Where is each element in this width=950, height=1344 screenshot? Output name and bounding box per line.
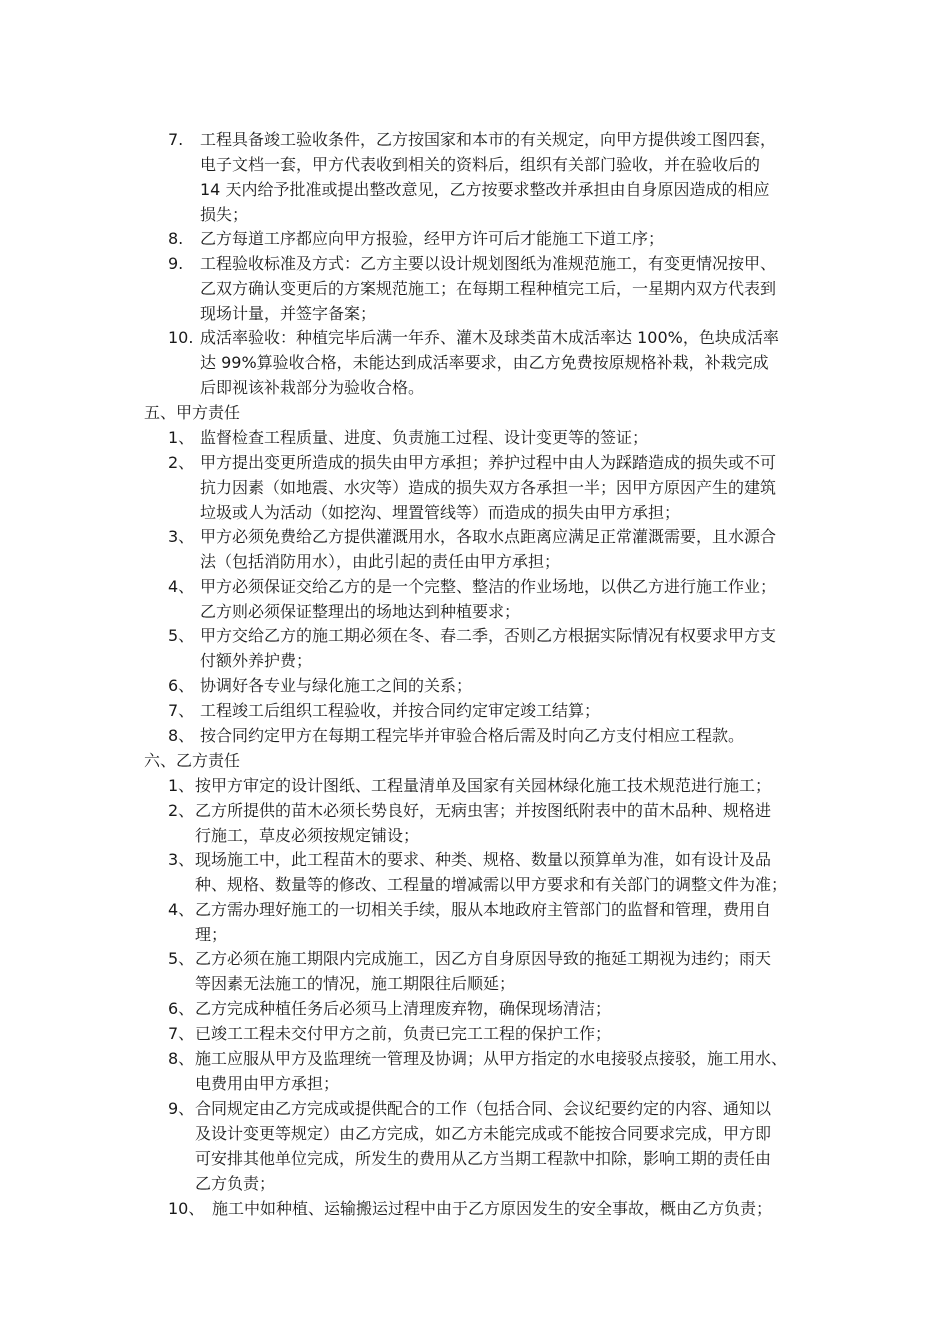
- item-number: 3、: [168, 527, 195, 546]
- item-number: 2、: [168, 453, 195, 472]
- list-item: [168, 574, 776, 624]
- item-text-line: 已竣工工程未交付甲方之前，负责已完工工程的保护工作；: [195, 1024, 612, 1043]
- item-number: 7、: [168, 1024, 195, 1043]
- list-item: [168, 847, 787, 897]
- item-text-line: 及设计变更等规定）由乙方完成，如乙方未能完成或不能按合同要求完成，甲方即: [195, 1124, 772, 1143]
- item-text-line: 成活率验收：种植完毕后满一年乔、灌木及球类苗木成活率达 100%，色块成活率: [200, 328, 779, 347]
- item-text-line: 甲方提出变更所造成的损失由甲方承担；养护过程中由人为踩踏造成的损失或不可: [200, 453, 777, 472]
- item-text-line: 电费用由甲方承担；: [195, 1074, 340, 1093]
- item-text-line: 甲方必须免费给乙方提供灌溉用水，各取水点距离应满足正常灌溉需要，且水源合: [200, 527, 777, 546]
- item-number: 6、: [168, 999, 195, 1018]
- item-text-line: 乙方每道工序都应向甲方报验，经甲方许可后才能施工下道工序；: [200, 229, 665, 248]
- item-text-line: 乙方所提供的苗木必须长势良好，无病虫害；并按图纸附表中的苗木品种、规格进: [195, 801, 772, 820]
- item-number: 7、: [168, 701, 195, 720]
- item-text-line: 达 99%算验收合格，未能达到成活率要求，由乙方免费按原规格补栽，补栽完成: [200, 353, 769, 372]
- item-number: 10.: [168, 328, 194, 347]
- item-text-line: 等因素无法施工的情况，施工期限往后顺延；: [195, 974, 516, 993]
- list-item: [168, 698, 600, 723]
- list-item: [168, 996, 611, 1021]
- item-number: 9.: [168, 254, 184, 273]
- item-text-line: 施工中如种植、运输搬运过程中由于乙方原因发生的安全事故，概由乙方负责；: [212, 1199, 773, 1218]
- item-number: 4、: [168, 577, 195, 596]
- item-text-line: 施工应服从甲方及监理统一管理及协调；从甲方指定的水电接驳点接驳，施工用水、: [195, 1049, 788, 1068]
- list-item: [168, 226, 664, 251]
- list-item: [168, 798, 771, 848]
- item-number: 1、: [168, 428, 195, 447]
- item-number: 4、: [168, 900, 195, 919]
- item-text-line: 乙方必须在施工期限内完成施工，因乙方自身原因导致的拖延工期视为违约；雨天: [195, 949, 772, 968]
- item-number: 1、: [168, 776, 195, 795]
- item-number: 6、: [168, 676, 195, 695]
- list-item: [168, 1196, 772, 1221]
- item-text-line: 电子文档一套，甲方代表收到相关的资料后，组织有关部门验收，并在验收后的: [200, 155, 761, 174]
- item-number: 3、: [168, 850, 195, 869]
- item-text-line: 现场施工中，此工程苗木的要求、种类、规格、数量以预算单为准，如有设计及品: [195, 850, 772, 869]
- item-text-line: 工程验收标准及方式：乙方主要以设计规划图纸为准规范施工，有变更情况按甲、: [200, 254, 777, 273]
- item-text-line: 现场计量，并签字备案；: [200, 304, 377, 323]
- item-number: 10、: [168, 1199, 205, 1218]
- list-item: [168, 127, 776, 227]
- item-text-line: 乙双方确认变更后的方案规范施工；在每期工程种植完工后，一星期内双方代表到: [200, 279, 777, 298]
- item-text-line: 后即视该补栽部分为验收合格。: [200, 378, 425, 397]
- item-text-line: 付额外养护费；: [200, 651, 313, 670]
- item-text-line: 乙方则必须保证整理出的场地达到种植要求；: [200, 602, 521, 621]
- item-number: 8、: [168, 726, 195, 745]
- item-text-line: 种、规格、数量等的修改、工程量的增减需以甲方要求和有关部门的调整文件为准；: [195, 875, 788, 894]
- item-text-line: 乙方负责；: [195, 1174, 276, 1193]
- item-number: 7.: [168, 130, 184, 149]
- list-item: [168, 623, 776, 673]
- item-text-line: 按合同约定甲方在每期工程完毕并审验合格后需及时向乙方支付相应工程款。: [200, 726, 745, 745]
- section-heading: 六、乙方责任: [144, 751, 241, 770]
- item-number: 8、: [168, 1049, 195, 1068]
- list-item: [168, 946, 771, 996]
- item-text-line: 甲方交给乙方的施工期必须在冬、春二季，否则乙方根据实际情况有权要求甲方支: [200, 626, 777, 645]
- item-text-line: 14 天内给予批准或提出整改意见，乙方按要求整改并承担由自身原因造成的相应: [200, 180, 770, 199]
- list-item: [168, 1096, 771, 1196]
- item-text-line: 理；: [195, 925, 228, 944]
- list-item: [168, 897, 771, 947]
- item-text-line: 工程竣工后组织工程验收，并按合同约定审定竣工结算；: [200, 701, 601, 720]
- item-text-line: 按甲方审定的设计图纸、工程量清单及国家有关园林绿化施工技术规范进行施工；: [195, 776, 772, 795]
- item-number: 5、: [168, 626, 195, 645]
- item-text-line: 抗力因素（如地震、水灾等）造成的损失双方各承担一半；因甲方原因产生的建筑: [200, 478, 777, 497]
- item-text-line: 工程具备竣工验收条件，乙方按国家和本市的有关规定，向甲方提供竣工图四套，: [200, 130, 777, 149]
- list-item: [168, 325, 779, 400]
- item-text-line: 协调好各专业与绿化施工之间的关系；: [200, 676, 473, 695]
- item-text-line: 法（包括消防用水），由此引起的责任由甲方承担；: [200, 552, 561, 571]
- item-text-line: 合同规定由乙方完成或提供配合的工作（包括合同、会议纪要约定的内容、通知以: [195, 1099, 772, 1118]
- item-text-line: 监督检查工程质量、进度、负责施工过程、设计变更等的签证；: [200, 428, 649, 447]
- list-item: [168, 450, 776, 525]
- item-text-line: 行施工，草皮必须按规定铺设；: [195, 826, 420, 845]
- item-number: 2、: [168, 801, 195, 820]
- item-text-line: 乙方需办理好施工的一切相关手续，服从本地政府主管部门的监督和管理，费用自: [195, 900, 772, 919]
- section-heading: 五、甲方责任: [144, 403, 241, 422]
- list-item: [168, 425, 648, 450]
- list-item: [168, 723, 744, 748]
- item-number: 9、: [168, 1099, 195, 1118]
- list-item: [168, 1046, 787, 1096]
- item-text-line: 可安排其他单位完成，所发生的费用从乙方当期工程款中扣除，影响工期的责任由: [195, 1149, 772, 1168]
- list-item: [168, 1021, 611, 1046]
- item-text-line: 垃圾或人为活动（如挖沟、埋置管线等）而造成的损失由甲方承担；: [200, 503, 681, 522]
- item-text-line: 甲方必须保证交给乙方的是一个完整、整洁的作业场地，以供乙方进行施工作业；: [200, 577, 777, 596]
- list-item: [168, 773, 771, 798]
- list-item: [168, 524, 776, 574]
- item-number: 8.: [168, 229, 184, 248]
- item-text-line: 乙方完成种植任务后必须马上清理废弃物，确保现场清洁；: [195, 999, 612, 1018]
- list-item: [168, 251, 776, 326]
- item-text-line: 损失；: [200, 205, 249, 224]
- list-item: [168, 673, 472, 698]
- item-number: 5、: [168, 949, 195, 968]
